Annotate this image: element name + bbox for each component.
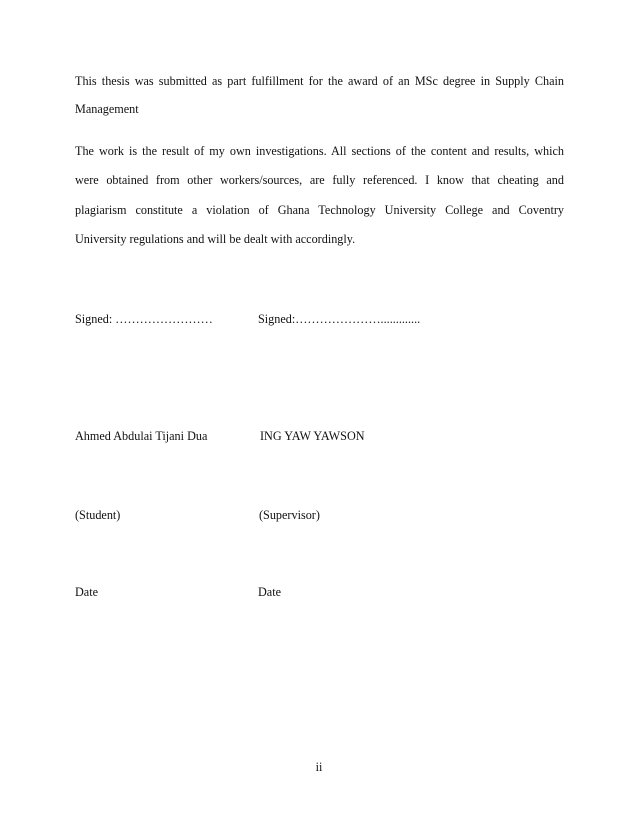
supervisor-signature-line: Signed:…………………............. — [258, 312, 421, 326]
supervisor-date-label: Date — [258, 585, 282, 599]
paragraph-2-line-1: The work is the result of my own investigations. All sections of the content and results, which — [75, 144, 564, 158]
paragraph-2-line-4: University regulations and will be dealt with accordingly. — [75, 232, 356, 246]
student-role: (Student) — [75, 508, 121, 522]
page-number: ii — [315, 760, 323, 774]
paragraph-1-line-1: This thesis was submitted as part fulfillment for the award of an MSc degree in Supply Chain — [75, 74, 564, 88]
student-signature-line: Signed: …………………… — [75, 312, 213, 326]
supervisor-role: (Supervisor) — [259, 508, 320, 522]
supervisor-name: ING YAW YAWSON — [260, 429, 365, 443]
student-date-label: Date — [75, 585, 99, 599]
paragraph-2-line-2: were obtained from other workers/sources, are fully referenced. I know that cheating and — [75, 173, 564, 187]
paragraph-1-line-2: Management — [75, 102, 139, 116]
paragraph-2-line-3: plagiarism constitute a violation of Ghana Technology University College and Coventry — [75, 203, 564, 217]
student-name: Ahmed Abdulai Tijani Dua — [75, 429, 208, 443]
